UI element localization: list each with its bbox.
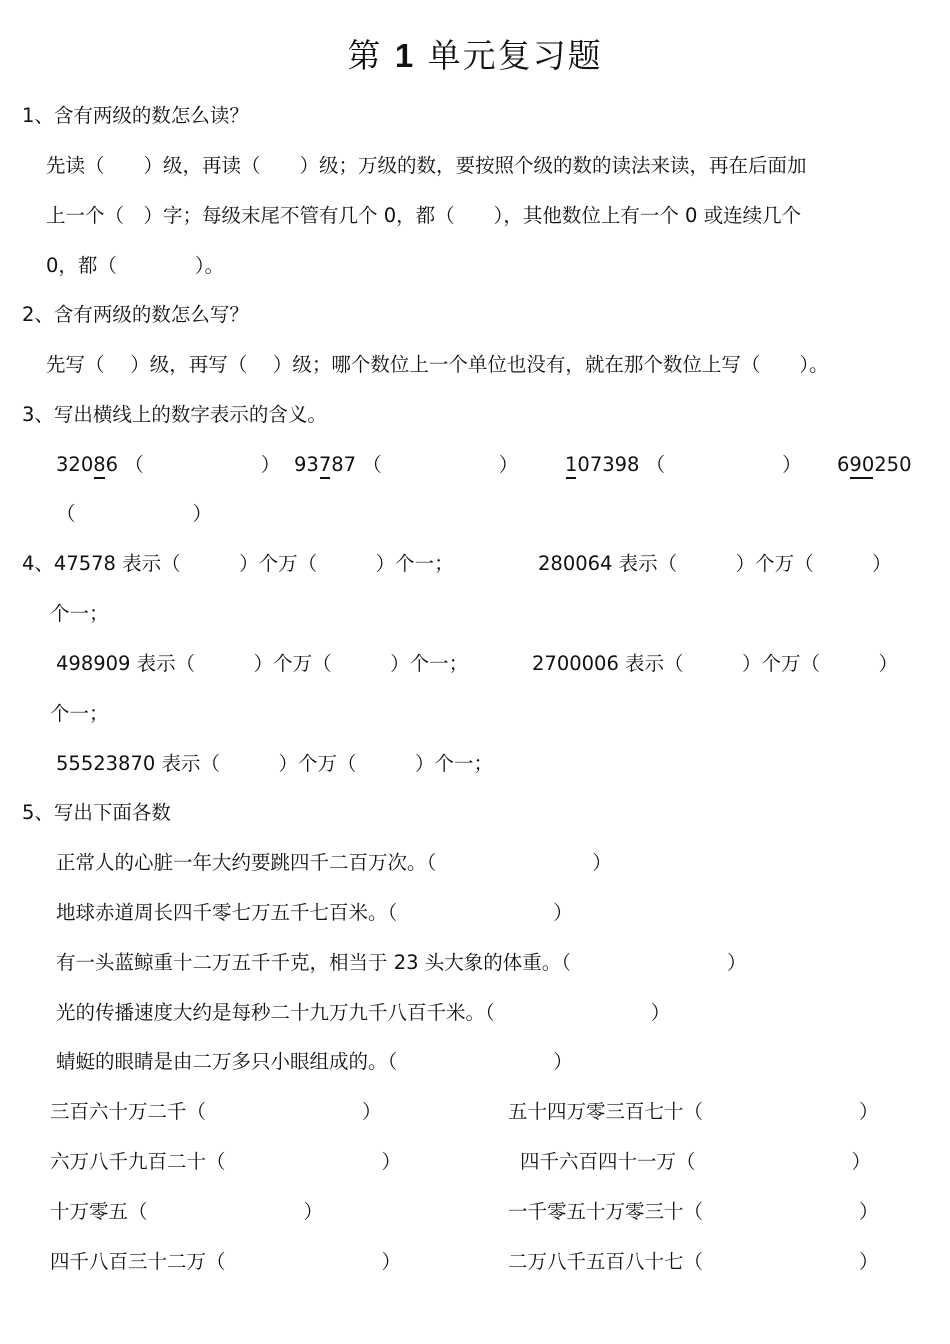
underlined-digit: 90: [849, 451, 874, 479]
q5-pair-4-left: 四千八百三十二万（ ）: [50, 1250, 402, 1273]
q1-line-3: 0，都（ ）。: [46, 254, 225, 277]
q5-pair-2-left: 六万八千九百二十（ ）: [50, 1150, 402, 1173]
q5-sentence-3: 有一头蓝鲸重十二万五千千克，相当于 23 头大象的体重。（ ）: [56, 951, 747, 974]
q5-pair-3-right: 一千零五十万零三十（ ）: [508, 1200, 879, 1223]
answer-blank: （ ）: [645, 453, 802, 476]
q5-sentence-2: 地球赤道周长四千零七万五千七百米。（ ）: [56, 901, 573, 924]
q5-pair-4-right: 二万八千五百八十七（ ）: [508, 1250, 879, 1273]
page-title: 第 1 单元复习题: [347, 36, 603, 75]
underlined-digit: 1: [565, 451, 577, 479]
q3-item-1: 32086 （ ）: [56, 451, 280, 479]
q1-line-2: 上一个（ ）字；每级末尾不管有几个 0，都（ ），其他数位上有一个 0 或连续几个: [46, 204, 802, 227]
q2-heading: 2、含有两级的数怎么写？: [22, 303, 249, 326]
q5-sentence-1: 正常人的心脏一年大约要跳四千二百万次。（ ）: [56, 851, 612, 874]
q5-sentence-4: 光的传播速度大约是每秒二十九万九千八百千米。（ ）: [56, 1001, 671, 1024]
q3-item-4-blank: （ ）: [56, 502, 213, 525]
q4-line-1c: 个一；: [50, 602, 109, 625]
q3-heading: 3、写出横线上的数字表示的含义。: [22, 403, 327, 426]
answer-blank: （ ）: [124, 453, 281, 476]
underlined-digit: 8: [93, 451, 105, 479]
q3-item-3: 107398 （ ）: [565, 451, 802, 479]
q3-item-4: 690250: [837, 451, 911, 479]
underlined-digit: 7: [319, 451, 331, 479]
q3-item-2: 93787 （ ）: [294, 451, 518, 479]
q4-line-1b: 280064 表示（ ）个万（ ）: [538, 552, 892, 575]
q4-line-2b: 2700006 表示（ ）个万（ ）: [532, 652, 899, 675]
q1-heading: 1、含有两级的数怎么读？: [22, 104, 249, 127]
q2-line-1: 先写（ ）级，再写（ ）级；哪个数位上一个单位也没有，就在那个数位上写（ ）。: [46, 353, 829, 376]
q4-line-2c: 个一；: [50, 702, 109, 725]
q1-line-1: 先读（ ）级，再读（ ）级；万级的数，要按照个级的数的读法来读，再在后面加: [46, 154, 807, 177]
q5-pair-1-right: 五十四万零三百七十（ ）: [508, 1100, 879, 1123]
q5-pair-2-right: 四千六百四十一万（ ）: [520, 1150, 872, 1173]
q4-line-1a: 4、47578 表示（ ）个万（ ）个一；: [22, 552, 454, 575]
q4-line-3: 55523870 表示（ ）个万（ ）个一；: [56, 752, 493, 775]
answer-blank: （ ）: [362, 453, 519, 476]
q5-pair-3-left: 十万零五（ ）: [50, 1200, 324, 1223]
q5-heading: 5、写出下面各数: [22, 801, 171, 824]
q4-line-2a: 498909 表示（ ）个万（ ）个一；: [56, 652, 469, 675]
q5-sentence-5: 蜻蜓的眼睛是由二万多只小眼组成的。（ ）: [56, 1050, 573, 1073]
q5-pair-1-left: 三百六十万二千（ ）: [50, 1100, 382, 1123]
